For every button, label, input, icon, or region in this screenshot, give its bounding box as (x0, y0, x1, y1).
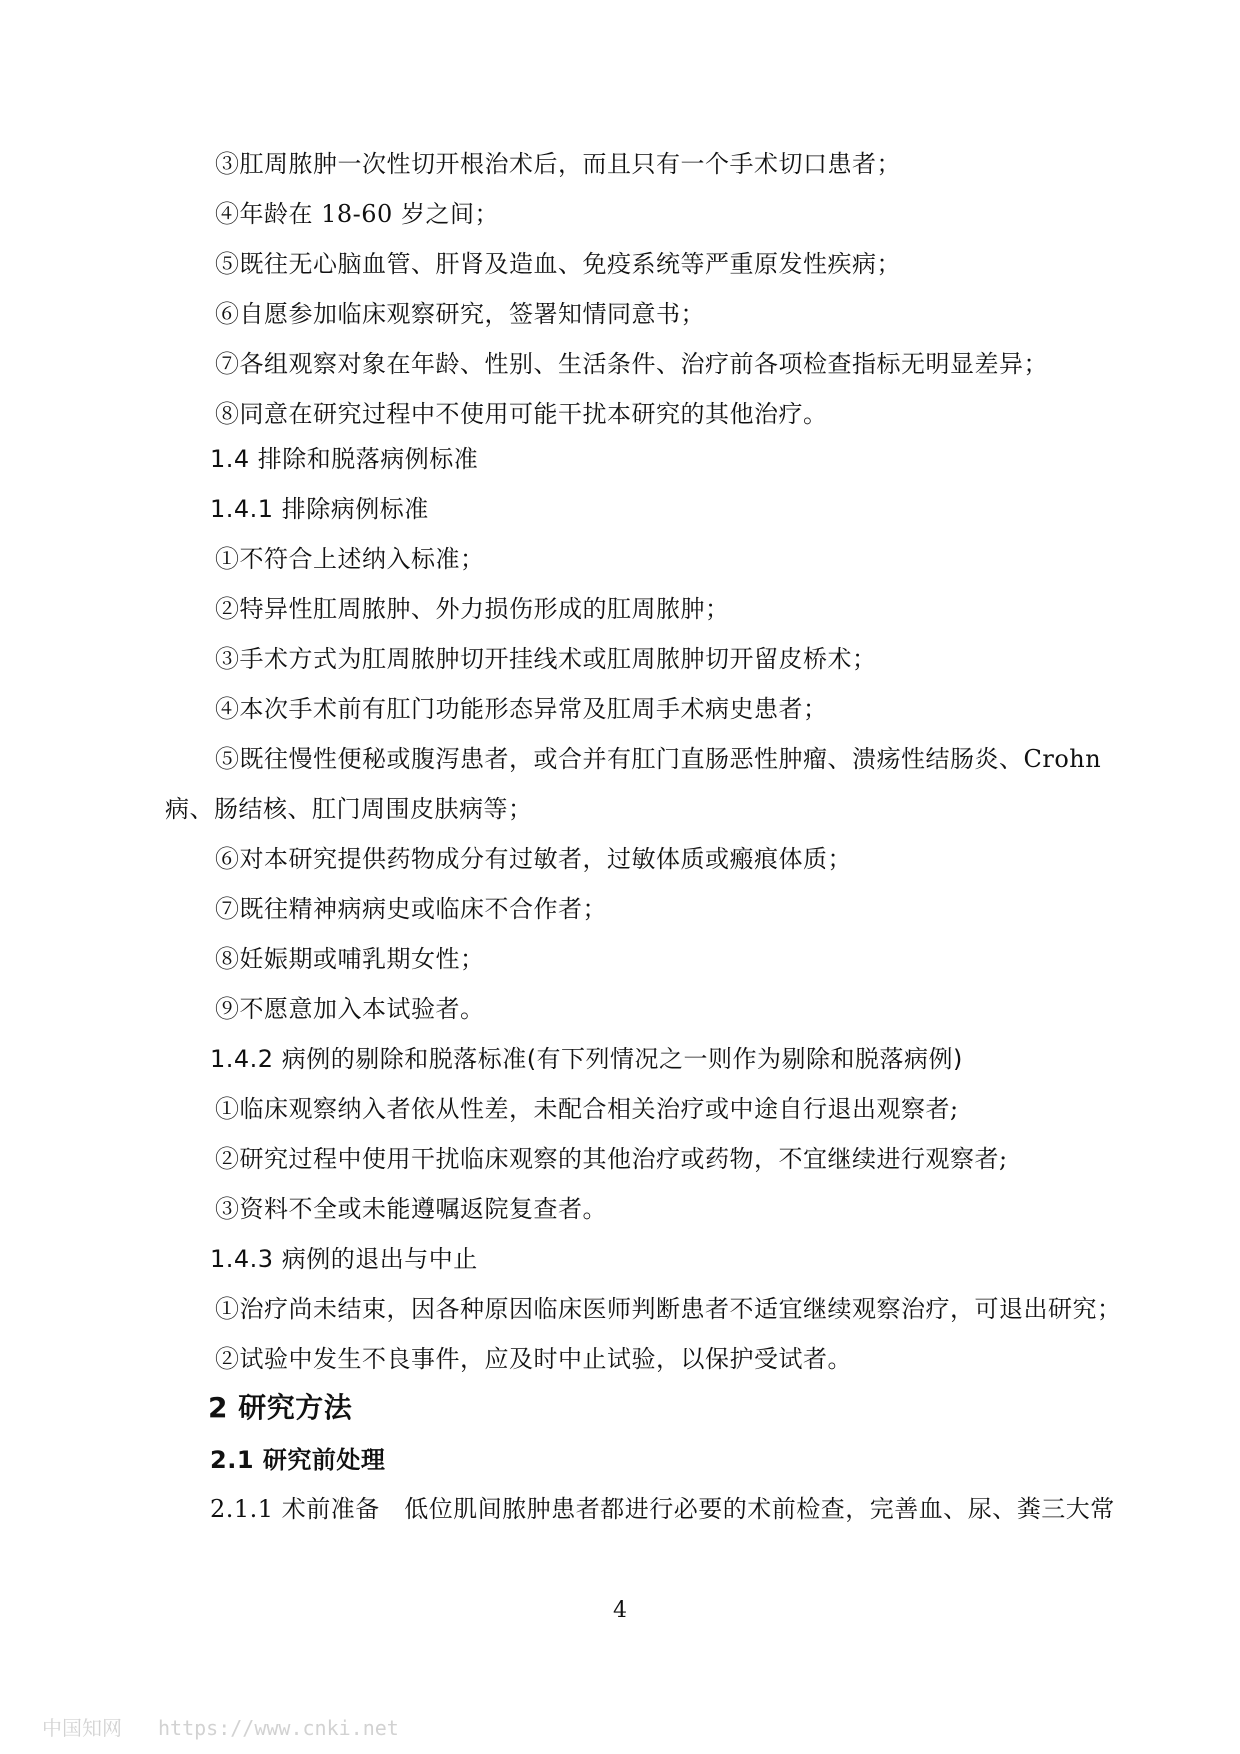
removal-criterion-1: ①临床观察纳入者依从性差，未配合相关治疗或中途自行退出观察者; (215, 1095, 959, 1123)
exclusion-criterion-3: ③手术方式为肛周脓肿切开挂线术或肛周脓肿切开留皮桥术； (215, 645, 877, 673)
exclusion-criterion-6: ⑥对本研究提供药物成分有过敏者，过敏体质或瘢痕体质； (215, 845, 852, 873)
inclusion-criterion-5: ⑤既往无心脑血管、肝肾及造血、免疫系统等严重原发性疾病； (215, 250, 901, 278)
page-number: 4 (613, 1598, 627, 1623)
inclusion-criterion-6: ⑥自愿参加临床观察研究，签署知情同意书； (215, 300, 705, 328)
exclusion-criterion-4: ④本次手术前有肛门功能形态异常及肛周手术病史患者； (215, 695, 828, 723)
section-heading-1-4: 1.4 排除和脱落病例标准 (210, 445, 479, 473)
section-heading-2-1: 2.1 研究前处理 (210, 1446, 386, 1474)
inclusion-criterion-7: ⑦各组观察对象在年龄、性别、生活条件、治疗前各项检查指标无明显差异； (215, 350, 1048, 378)
cnki-watermark (42, 1716, 399, 1740)
exclusion-criterion-2: ②特异性肛周脓肿、外力损伤形成的肛周脓肿； (215, 595, 730, 623)
inclusion-criterion-3: ③肛周脓肿一次性切开根治术后，而且只有一个手术切口患者； (215, 150, 901, 178)
removal-criterion-3: ③资料不全或未能遵嘱返院复查者。 (215, 1195, 607, 1223)
exclusion-criterion-1: ①不符合上述纳入标准； (215, 545, 485, 573)
section-heading-1-4-1: 1.4.1 排除病例标准 (210, 495, 429, 523)
watermark-brand: 中国知网 (42, 1716, 122, 1740)
section-heading-1-4-2: 1.4.2 病例的剔除和脱落标准(有下列情况之一则作为剔除和脱落病例) (210, 1045, 963, 1073)
chapter-heading-2: 2 研究方法 (208, 1391, 353, 1424)
inclusion-criterion-8: ⑧同意在研究过程中不使用可能干扰本研究的其他治疗。 (215, 400, 828, 428)
exclusion-criterion-8: ⑧妊娠期或哺乳期女性； (215, 945, 485, 973)
withdrawal-criterion-2: ②试验中发生不良事件，应及时中止试验，以保护受试者。 (215, 1345, 852, 1373)
inclusion-criterion-4: ④年龄在 18-60 岁之间； (215, 200, 499, 228)
exclusion-criterion-5-continued: 病、肠结核、肛门周围皮肤病等； (165, 795, 533, 823)
watermark-url: https://www.cnki.net (158, 1716, 399, 1740)
removal-criterion-2: ②研究过程中使用干扰临床观察的其他治疗或药物，不宜继续进行观察者; (215, 1145, 1008, 1173)
withdrawal-criterion-1: ①治疗尚未结束，因各种原因临床医师判断患者不适宜继续观察治疗，可退出研究； (215, 1295, 1122, 1323)
paragraph-2-1-1: 2.1.1 术前准备 低位肌间脓肿患者都进行必要的术前检查，完善血、尿、粪三大常 (210, 1495, 1115, 1523)
exclusion-criterion-9: ⑨不愿意加入本试验者。 (215, 995, 485, 1023)
section-heading-1-4-3: 1.4.3 病例的退出与中止 (210, 1245, 478, 1273)
exclusion-criterion-5: ⑤既往慢性便秘或腹泻患者，或合并有肛门直肠恶性肿瘤、溃疡性结肠炎、Crohn (215, 745, 1102, 773)
exclusion-criterion-7: ⑦既往精神病病史或临床不合作者； (215, 895, 607, 923)
